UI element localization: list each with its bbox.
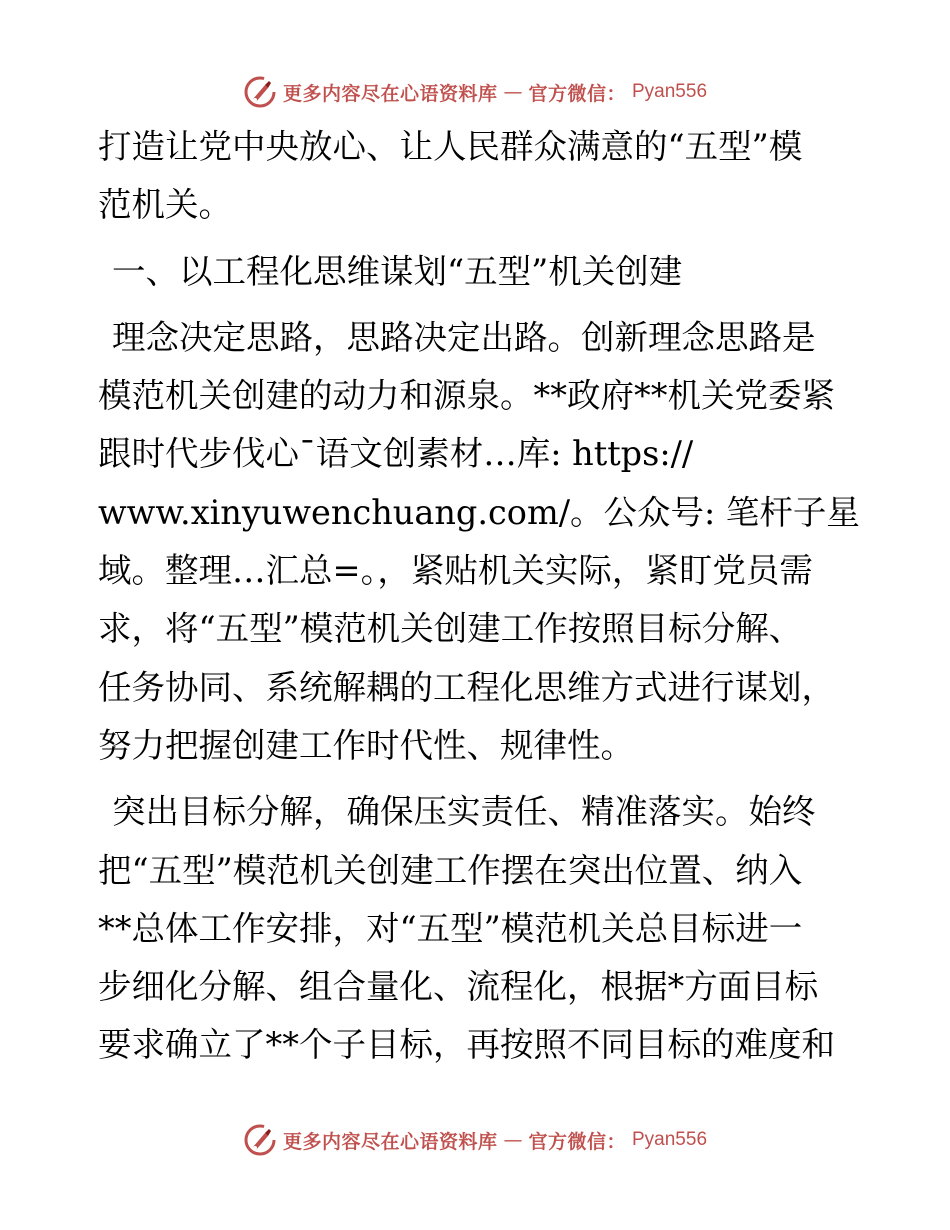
watermark-label: 官方微信： xyxy=(528,82,626,105)
body-line: 跟时代步伐心¯语文创素材…库: https:// xyxy=(98,434,694,474)
watermark-dash: — xyxy=(503,1129,523,1151)
body-line: 范机关。 xyxy=(98,185,232,225)
watermark-site-text: 更多内容尽在心语资料库 xyxy=(282,82,498,105)
body-line: 要求确立了**个子目标，再按照不同目标的难度和 xyxy=(98,1025,835,1065)
body-line: 把“五型”模范机关创建工作摆在突出位置、纳入 xyxy=(98,850,803,890)
document-body xyxy=(98,118,858,1075)
pen-nib-logo-icon xyxy=(243,75,277,109)
body-line: 努力把握创建工作时代性、规律性。 xyxy=(98,725,634,765)
body-line: **总体工作安排，对“五型”模范机关总目标进一 xyxy=(98,908,803,948)
watermark-dash: — xyxy=(503,81,523,103)
body-line: 求，将“五型”模范机关创建工作按照目标分解、 xyxy=(98,609,803,649)
pen-nib-logo-icon xyxy=(243,1123,277,1157)
body-line: 步细化分解、组合量化、流程化，根据*方面目标 xyxy=(98,967,819,1007)
section-heading: 一、以工程化思维谋划“五型”机关创建 xyxy=(112,251,683,291)
body-line: 域。整理…汇总=。，紧贴机关实际，紧盯党员需 xyxy=(98,551,813,591)
body-line: 理念决定思路，思路决定出路。创新理念思路是 xyxy=(112,317,816,357)
body-line: 打造让党中央放心、让人民群众满意的“五型”模 xyxy=(98,127,803,166)
watermark-label: 官方微信： xyxy=(528,1130,626,1153)
body-line: 模范机关创建的动力和源泉。**政府**机关党委紧 xyxy=(98,376,835,416)
body-line: 突出目标分解，确保压实责任、精准落实。始终 xyxy=(112,792,816,832)
watermark-brand: Pyan556 xyxy=(632,1129,708,1150)
body-line: 任务协同、系统解耦的工程化思维方式进行谋划， xyxy=(98,667,835,707)
watermark-site-text: 更多内容尽在心语资料库 xyxy=(282,1130,498,1153)
header-watermark xyxy=(0,72,950,112)
footer-watermark xyxy=(0,1120,950,1160)
body-line: www.xinyuwenchuang.com/。公众号: 笔杆子星 xyxy=(98,492,860,532)
watermark-brand: Pyan556 xyxy=(632,81,708,102)
